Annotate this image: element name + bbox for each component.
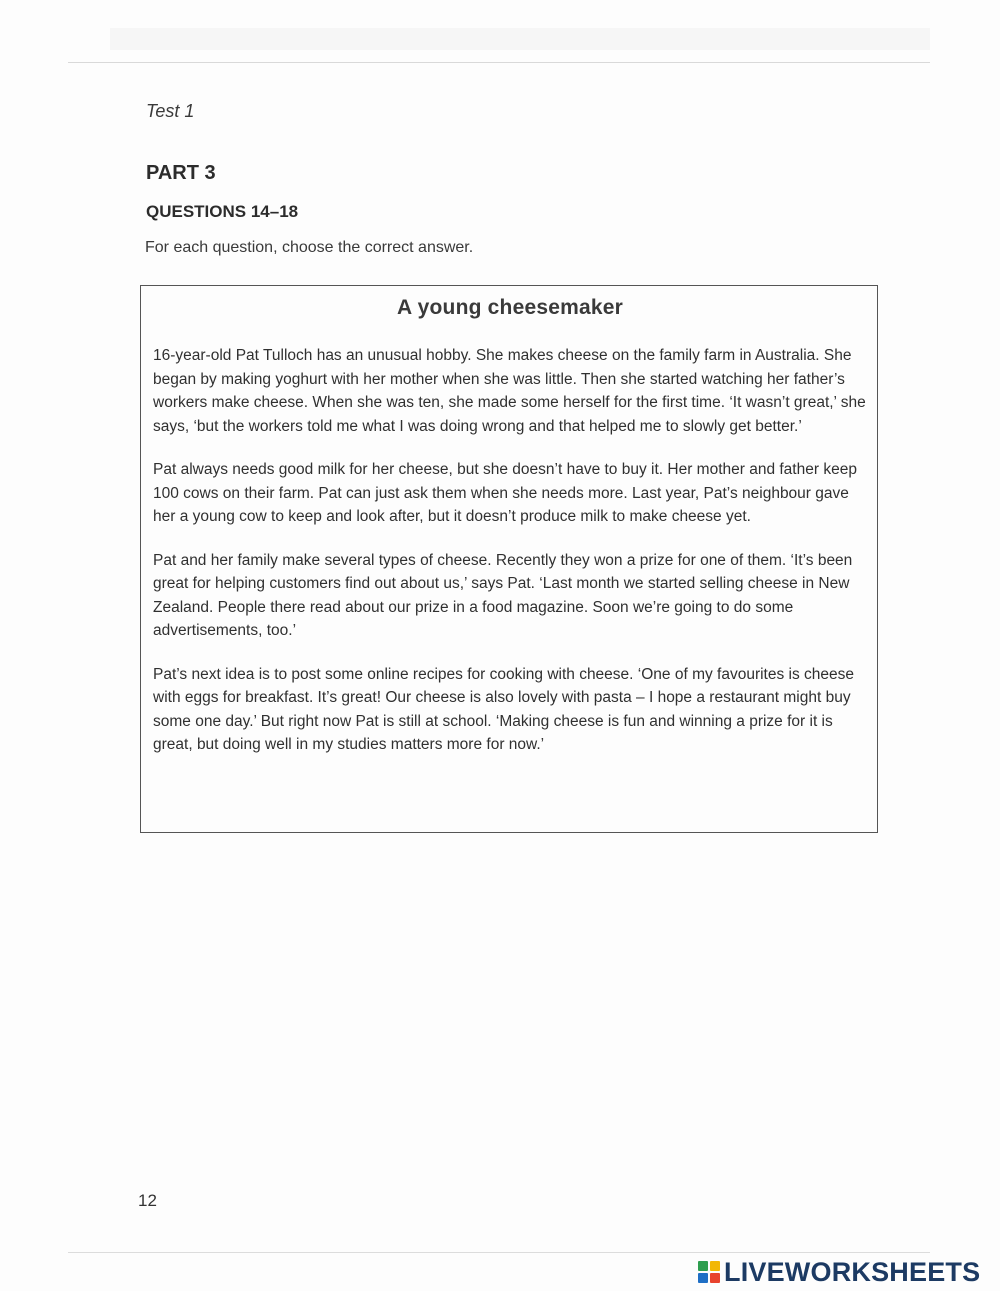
liveworksheets-logo-icon (698, 1261, 720, 1283)
article-paragraph: Pat’s next idea is to post some online recipes for cooking with cheese. ‘One of my favourites is cheese with eggs for breakfast. It’s great! Our cheese is also lovely with pasta – I hope a restaurant might buy some one day.’ But right now Pat is still at school. ‘Making cheese is fun and winning a prize for it is great, but doing well in my studies matters more for now.’ (153, 665, 855, 753)
logo-square-blue (698, 1273, 708, 1283)
article-paragraph: 16-year-old Pat Tulloch has an unusual hobby. She makes cheese on the family farm in Australia. She began by making yoghurt with her mother when she was little. Then she started watching her father’s workers make cheese. When she was ten, she made some herself for the first time. ‘It wasn’t great,’ she says, ‘but the workers told me what I was doing wrong and that helped me to slowly get better.’ (153, 347, 866, 435)
article-paragraph: Pat and her family make several types of cheese. Recently they won a prize for one of them. ‘It’s been great for helping customers find out about us,’ says Pat. ‘Last month we started selling cheese in New Zealand. People there read about our prize in a food magazine. Soon we’re going to do some advertisements, too.’ (153, 551, 853, 639)
bottom-divider (68, 1252, 930, 1253)
scan-shadow (110, 28, 930, 50)
top-divider (68, 62, 930, 63)
part-title: PART 3 (146, 162, 216, 184)
questions-title: QUESTIONS 14–18 (146, 202, 299, 221)
page-number: 12 (138, 1191, 157, 1210)
logo-square-yellow (710, 1261, 720, 1271)
logo-square-green (698, 1261, 708, 1271)
article-paragraph: Pat always needs good milk for her cheese, but she doesn’t have to buy it. Her mother and father keep 100 cows on their farm. Pat can just ask them when she needs more. Last year, Pat’s neighbour gave her a young cow to keep and look after, but it doesn’t produce milk to make cheese yet. (153, 461, 857, 525)
article-box (140, 285, 878, 833)
liveworksheets-brand[interactable] (698, 1256, 980, 1288)
instruction-text: For each question, choose the correct answer. (145, 239, 474, 256)
logo-square-red (710, 1273, 720, 1283)
test-label: Test 1 (146, 101, 195, 121)
article-title: A young cheesemaker (397, 296, 623, 319)
brand-text: LIVEWORKSHEETS (724, 1256, 981, 1287)
